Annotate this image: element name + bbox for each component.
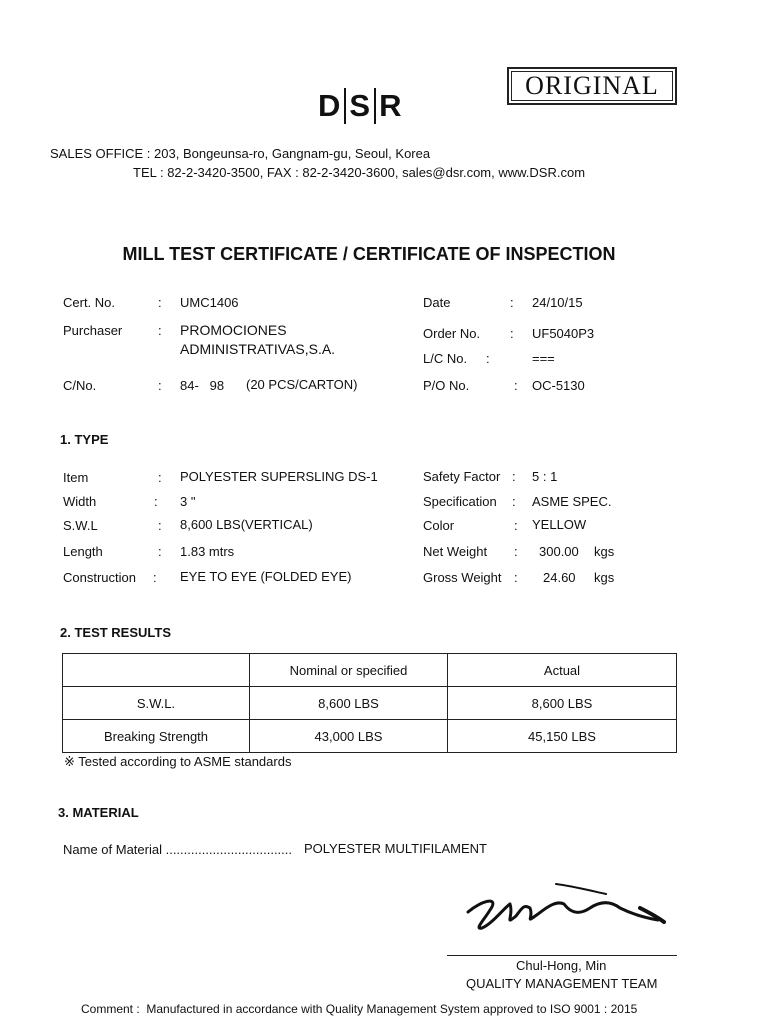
table-row — [63, 720, 677, 753]
length-value: 1.83 mtrs — [180, 544, 235, 559]
colon: : — [512, 494, 516, 509]
purchaser-line-1: PROMOCIONES — [180, 322, 287, 338]
contact-line: TEL : 82-2-3420-3500, FAX : 82-2-3420-3600, sales@dsr.com, www.DSR.com — [133, 165, 586, 180]
colon: : — [153, 570, 157, 585]
certificate-title: MILL TEST CERTIFICATE / CERTIFICATE OF INSPECTION — [122, 244, 616, 264]
order-no-label: Order No. — [423, 326, 481, 341]
comment-line: Comment : Manufactured in accordance with Quality Management System approved to ISO 9001 : 2015 — [81, 1002, 638, 1016]
material-label: Name of Material ................................... — [63, 842, 293, 857]
cno-label: C/No. — [63, 378, 97, 393]
swl-label: S.W.L — [63, 518, 98, 533]
colon: : — [158, 470, 162, 485]
logo-divider — [374, 88, 376, 124]
date-label: Date — [423, 295, 451, 310]
specification-value: ASME SPEC. — [532, 494, 612, 509]
colon: : — [514, 544, 518, 559]
colon: : — [514, 518, 518, 533]
cert-no-value: UMC1406 — [180, 295, 239, 310]
gross-weight-unit: kgs — [594, 570, 615, 585]
purchaser-label: Purchaser — [63, 323, 123, 338]
dsr-logo — [318, 88, 402, 124]
table-row — [63, 687, 677, 720]
test-results-table — [62, 653, 677, 753]
colon: : — [154, 494, 158, 509]
color-label: Color — [423, 518, 455, 533]
type-heading: 1. TYPE — [60, 432, 109, 447]
colon: : — [158, 544, 162, 559]
colon: : — [514, 378, 518, 393]
signature-image — [460, 878, 670, 948]
construction-label: Construction — [63, 570, 136, 585]
colon: : — [510, 326, 514, 341]
net-weight-unit: kgs — [594, 544, 615, 559]
test-note: ※ Tested according to ASME standards — [64, 754, 292, 769]
colon: : — [158, 295, 162, 310]
signatory-name: Chul-Hong, Min — [516, 958, 607, 973]
table-header-row — [63, 654, 677, 687]
material-value: POLYESTER MULTIFILAMENT — [304, 841, 487, 856]
item-value: POLYESTER SUPERSLING DS-1 — [180, 469, 378, 484]
table-cell: 8,600 LBS — [448, 687, 677, 720]
gross-weight-value: 24.60 — [543, 570, 576, 585]
width-value: 3 " — [180, 494, 196, 509]
table-header-cell — [63, 654, 250, 687]
po-no-value: OC-5130 — [532, 378, 585, 393]
logo-letter-s: S — [349, 88, 372, 123]
cno-value: 84- 98 — [180, 378, 225, 393]
table-cell: 43,000 LBS — [250, 720, 448, 753]
colon: : — [510, 295, 514, 310]
construction-value: EYE TO EYE (FOLDED EYE) — [180, 569, 352, 584]
swl-value: 8,600 LBS(VERTICAL) — [180, 517, 313, 532]
lc-no-value: === — [532, 351, 555, 366]
original-stamp: ORIGINAL — [507, 67, 677, 105]
color-value: YELLOW — [532, 517, 587, 532]
table-cell: 8,600 LBS — [250, 687, 448, 720]
length-label: Length — [63, 544, 103, 559]
safety-factor-label: Safety Factor — [423, 469, 501, 484]
material-heading: 3. MATERIAL — [58, 805, 139, 820]
test-results-heading: 2. TEST RESULTS — [60, 625, 171, 640]
cno-note: (20 PCS/CARTON) — [246, 377, 358, 392]
safety-factor-value: 5 : 1 — [532, 469, 558, 484]
logo-letter-d: D — [318, 88, 342, 123]
order-no-value: UF5040P3 — [532, 326, 595, 341]
sales-office: SALES OFFICE : 203, Bongeunsa-ro, Gangnam-gu, Seoul, Korea — [50, 146, 431, 161]
net-weight-label: Net Weight — [423, 544, 488, 559]
colon: : — [486, 351, 490, 366]
gross-weight-label: Gross Weight — [423, 570, 502, 585]
item-label: Item — [63, 470, 89, 485]
colon: : — [158, 323, 162, 338]
table-cell: 45,150 LBS — [448, 720, 677, 753]
table-header-cell: Actual — [448, 654, 677, 687]
colon: : — [158, 518, 162, 533]
purchaser-line-2: ADMINISTRATIVAS,S.A. — [180, 341, 336, 357]
cert-no-label: Cert. No. — [63, 295, 116, 310]
signature-line — [447, 955, 677, 956]
lc-no-label: L/C No. — [423, 351, 468, 366]
colon: : — [512, 469, 516, 484]
width-label: Width — [63, 494, 97, 509]
logo-divider — [344, 88, 346, 124]
net-weight-value: 300.00 — [539, 544, 579, 559]
table-cell: Breaking Strength — [63, 720, 250, 753]
date-value: 24/10/15 — [532, 295, 583, 310]
table-header-cell: Nominal or specified — [250, 654, 448, 687]
po-no-label: P/O No. — [423, 378, 470, 393]
specification-label: Specification — [423, 494, 497, 509]
colon: : — [514, 570, 518, 585]
colon: : — [158, 378, 162, 393]
table-cell: S.W.L. — [63, 687, 250, 720]
signatory-team: QUALITY MANAGEMENT TEAM — [466, 976, 658, 991]
logo-letter-r: R — [379, 88, 403, 123]
